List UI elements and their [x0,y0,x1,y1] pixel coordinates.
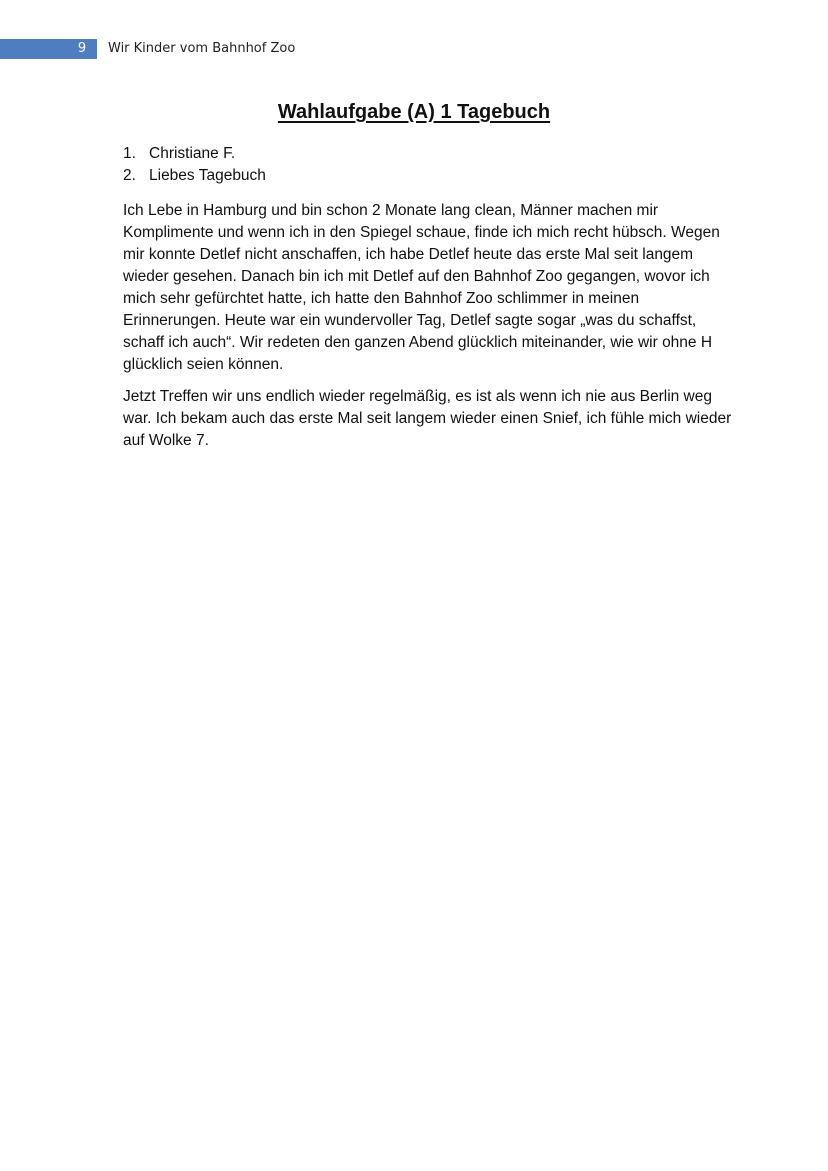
list-item [123,165,733,187]
numbered-list [123,143,733,187]
list-item-number: 2. [123,167,136,184]
page-number: 9 [77,41,87,56]
paragraph: Ich Lebe in Hamburg und bin schon 2 Monate lang clean, Männer machen mir Komplimente und wenn ich in den Spiegel schaue, finde ich mich recht hübsch. Wegen mir konnte Detlef nicht anschaffen, ich habe Detlef heute das erste Mal seit langem wieder gesehen. Danach bin ich mit Detlef auf den Bahnhof Zoo gegangen, wovor ich mich sehr gefürchtet hatte, ich hatte den Bahnhof Zoo schlimmer in meinen Erinnerungen. Heute war ein wundervoller Tag, Detlef sagte sogar „was du schaffst, schaff ich auch“. Wir redeten den ganzen Abend glücklich miteinander, wie wir ohne H glücklich seien können. [123,202,720,373]
list-item-text: Christiane F. [149,145,236,162]
document-title: Wahlaufgabe (A) 1 Tagebuch [277,101,551,123]
list-item [123,143,733,165]
list-item-number: 1. [123,145,136,162]
paragraph: Jetzt Treffen wir uns endlich wieder regelmäßig, es ist als wenn ich nie aus Berlin weg war. Ich bekam auch das erste Mal seit langem wieder einen Snief, ich fühle mich wieder auf Wolke 7. [123,388,732,449]
header-title: Wir Kinder vom Bahnhof Zoo [108,41,296,56]
document-body [123,143,733,462]
page-header [0,39,828,61]
list-item-text: Liebes Tagebuch [149,167,266,184]
